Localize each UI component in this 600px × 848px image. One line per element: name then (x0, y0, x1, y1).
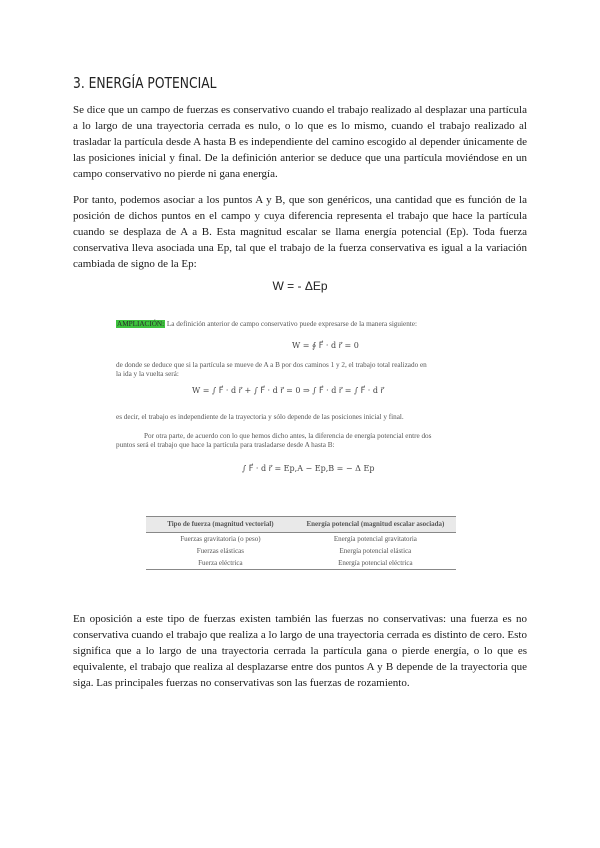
force-energy-table (146, 516, 456, 570)
ampliacion-line-3: la ida y la vuelta será: (116, 370, 179, 378)
path-integral-equation: W = ∫ F⃗ · d r⃗ + ∫ F⃗ · d r⃗ = 0 ⇒ ∫ F⃗ · d r⃗ = ∫ F⃗ · d r⃗ (192, 386, 384, 395)
potential-difference-equation: ∫ F⃗ · d r⃗ = Ep,A − Ep,B = − Δ Ep (242, 464, 375, 473)
table-cell: Energía potencial eléctrica (295, 557, 456, 570)
ampliacion-line-5: Por otra parte, de acuerdo con lo que hemos dicho antes, la diferencia de energía potencial entre dos (144, 432, 432, 440)
table-cell: Fuerza eléctrica (146, 557, 295, 570)
ampliacion-image (114, 318, 490, 498)
table-row (146, 545, 456, 557)
table-header-energy: Energía potencial (magnitud escalar asociada) (295, 517, 456, 533)
ampliacion-line-4: es decir, el trabajo es independiente de la trayectoria y sólo depende de las posiciones inicial y final. (116, 413, 404, 421)
table-row (146, 533, 456, 546)
section-heading: 3. ENERGÍA POTENCIAL (73, 74, 217, 92)
table-cell: Fuerzas gravitatoria (o peso) (180, 535, 261, 543)
ampliacion-intro-line (116, 320, 486, 329)
table-header-row (146, 517, 456, 533)
ampliacion-intro: La definición anterior de campo conservativo puede expresarse de la manera siguiente: (166, 320, 417, 328)
work-energy-formula: W = - ΔEp (272, 279, 328, 293)
table-cell: Energía potencial elástica (339, 547, 412, 555)
ampliacion-line-6: puntos será el trabajo que hace la partícula para trasladarse desde A hasta B: (116, 441, 335, 449)
ampliacion-tag: AMPLIACIÓN: (117, 320, 165, 328)
table-cell: Fuerzas elásticas (196, 547, 245, 555)
paragraph-non-conservative: En oposición a este tipo de fuerzas existen también las fuerzas no conservativas: una fuerza es no conservativa cuando el trabajo que realiza a lo largo de una trayectoria cerrada es distinto de cero. Esto significa que a lo largo de una trayectoria cerrada la partícula gana o pierde energía, o lo que es equivalente, el trabajo que realiza al desplazarse entre dos puntos A y B depende de la trayectoria que siga. Las principales fuerzas no conservativas son las fuerzas de rozamiento. (73, 613, 527, 689)
table-cell: Energía potencial gravitatoria (333, 535, 417, 543)
table-row (146, 557, 456, 570)
paragraph-conservative-definition: Se dice que un campo de fuerzas es conservativo cuando el trabajo realizado al desplazar una partícula a lo largo de una trayectoria cerrada es nulo, o lo que es lo mismo, cuando el trabajo realizado al trasladar la partícula desde A hasta B es independiente del camino escogido al depender únicamente de las posiciones inicial y final. De la definición anterior se deduce que una partícula moviéndose en un campo conservativo no pierde ni gana energía. (73, 104, 527, 180)
paragraph-potential-energy: Por tanto, podemos asociar a los puntos A y B, que son genéricos, una cantidad que es función de la posición de dichos puntos en el campo y cuya diferencia representa el trabajo que hace la partícula cuando se desplaza de A a B. Esta magnitud escalar se llama energía potencial (Ep). Toda fuerza conservativa lleva asociada una Ep, tal que el trabajo de la fuerza conservativa es igual a la variación cambiada de signo de la Ep: (73, 194, 527, 270)
table-header-force: Tipo de fuerza (magnitud vectorial) (146, 517, 295, 533)
ampliacion-line-2: de donde se deduce que si la partícula se mueve de A a B por dos caminos 1 y 2, el trabajo total realizado en (116, 361, 427, 369)
closed-loop-equation: W = ∮ F⃗ · d r⃗ = 0 (292, 341, 359, 350)
